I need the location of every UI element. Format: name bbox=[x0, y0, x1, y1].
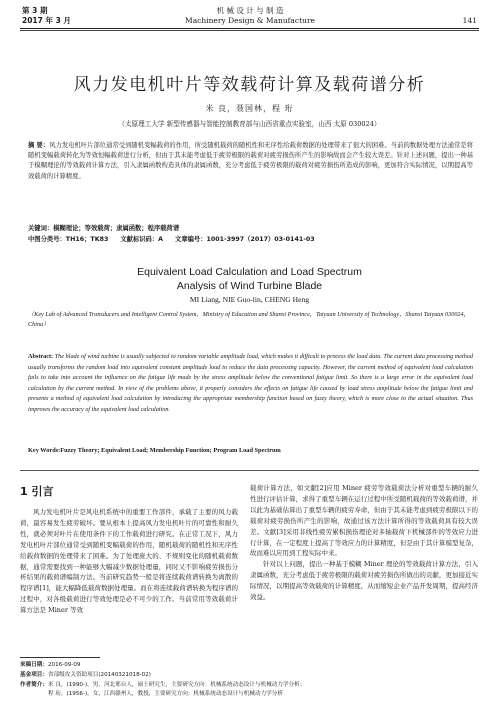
abstract-cn-label: 摘 要： bbox=[28, 142, 50, 149]
intro-paragraph-2: 针对以上问题，提出一种基于模糊 Miner 理论的等效载荷计算方法，引入隶属函数，充分考虑低于疲劳极限的载荷对疲劳损伤所做出的贡献，更加接近实际情况，以期提高等效载荷的计算精度，从而缩短企业产品开发周期，提高经济效益。 bbox=[250, 560, 478, 602]
issue-label: 第 3 期 bbox=[22, 6, 48, 15]
author-intro-label: 作者简介： bbox=[20, 681, 48, 688]
paper-title-cn: 风力发电机叶片等效载荷计算及载荷谱分析 bbox=[73, 75, 426, 95]
paper-title-en bbox=[0, 265, 499, 293]
classification-line bbox=[28, 235, 473, 245]
document-code: 文献标识码：A bbox=[120, 236, 164, 243]
abstract-en-text: The blade of wind turbine is usually subjected to random variable amplitude load, which makes it difficult to process the load data. The current data processing method usually transforms the random load into equivalent constant amplitude load to reduce the data processing capacity. However, the current method of equivalent load calculation fails to take into account the influence on the fatigue life made by the stress amplitude below the conventional fatigue limit. So there is a large error in the equivalent load calculation by the current method. In view of the problems above, it properly considers the effects on fatigue life caused by load stress amplitude below the fatigue limit and presents a method of equivalent load calculation by introducing the appropriate membership function based on fuzzy theory, which is more close to the actual situation. Thus improves the accuracy of the equivalent load calculation. bbox=[28, 353, 473, 413]
abstract-en bbox=[28, 352, 473, 416]
section-heading-introduction: 1 引言 bbox=[20, 485, 54, 498]
article-number: 文章编号：1001-3997（2017）03-0141-03 bbox=[175, 236, 315, 243]
page-number: 141 bbox=[462, 16, 477, 25]
section-divider bbox=[20, 470, 479, 471]
date-label: 2017 年 3 月 bbox=[22, 16, 71, 25]
running-header-center bbox=[130, 6, 370, 26]
author-intro-text: 米 良，(1990-)，男，河北邢台人，硕士研究生，主要研究方向：机械系统动态设计与机械动力学分析； bbox=[47, 681, 306, 688]
keywords-cn-label: 关键词： bbox=[28, 225, 54, 232]
clc-number: 中图分类号：TH16；TK83 bbox=[28, 236, 109, 243]
paper-title-en-line2: Analysis of Wind Turbine Blade bbox=[176, 280, 323, 292]
authors-en: MI Liang, NIE Guo-lin, CHENG Heng bbox=[189, 295, 310, 304]
journal-name-cn: 机 械 设 计 与 制 造 bbox=[216, 6, 284, 15]
footnote-rule bbox=[20, 657, 100, 658]
abstract-cn-text: 风力发电机叶片部位通常受到随机变幅载荷的作用，所受随机载荷的随机性和无序性给载荷数据的处理带来了很大的困难。当前的数据处理方法通常是将随机变幅载荷转化为等效恒幅载荷进行分析，但由于其未能考虑低于疲劳极限的载荷对疲劳损伤所产生的影响故而会产生较大误差。针对上述问题，提出一种基于模糊理论的等效载荷计算方法，引入隶属函数构造具体的隶属函数，充分考虑低于疲劳极限的载荷对疲劳损伤所造成的影响，更加符合实际情况，以期提高等效载荷的计算精度。 bbox=[28, 142, 473, 180]
paper-title-en-line1: Equivalent Load Calculation and Load Spectrum bbox=[137, 266, 362, 278]
journal-name-en: Machinery Design & Manufacture bbox=[185, 16, 315, 25]
keywords-en: Key Words:Fuzzy Theory; Equivalent Load; Membership Function; Program Load Spectrum bbox=[28, 447, 281, 454]
footnote-author bbox=[20, 681, 479, 691]
footnote-received bbox=[20, 661, 479, 671]
affiliation-en: （Key Lab of Advanced Transducers and Intelligent Control System，Ministry of Education and Shanxi Province，Taiyuan University of Technology，Shanxi Taiyuan 030024，China） bbox=[28, 311, 470, 328]
intro-paragraph-1-cont: 载荷计算方法，如文献[2]应用 Miner 疲劳等效载荷法分析对重型车辆的耐久性进行评估计算，求得了重型车辆在运行过程中所受随机载荷的等效载荷谱，并以此为基础估算出了重型车辆的疲劳寿命，但由于其未能考虑到疲劳极限以下的载荷对疲劳损伤所产生的影响，故通过该方法计算所得的等效载荷具有较大误差。文献[3]采用非线性疲劳累积损伤理论对多轴载荷下机械部件的等效应力进行计算，在一定程度上提高了等效应力的计算精度，但是由于其计算模型复杂，故而难以应用到工程实际中来。 bbox=[250, 484, 478, 558]
header-rule-thin bbox=[20, 30, 479, 31]
abstract-cn bbox=[28, 141, 473, 182]
header-rule bbox=[20, 28, 479, 29]
authors-cn: 米 良，聂国林，程 珩 bbox=[205, 104, 294, 113]
fund-text: 省部级攻关资助项目(20140321018-02) bbox=[47, 671, 151, 678]
footnote-fund bbox=[20, 671, 479, 681]
running-header-left bbox=[22, 6, 71, 26]
body-column-right bbox=[250, 483, 478, 603]
footnotes bbox=[20, 661, 479, 700]
affiliation-cn: （太原理工大学 新型传感器与智能控制教育部与山西省重点实验室，山西 太原 030024） bbox=[118, 120, 381, 128]
keywords-cn bbox=[28, 224, 473, 234]
abstract-en-label: Abstract: bbox=[28, 353, 54, 360]
body-column-left bbox=[20, 483, 238, 616]
intro-paragraph-1: 风力发电机叶片是风电机系统中的重要工作部件，承载了主要的风力载荷，最容易发生疲劳破坏。要从根本上提高风力发电机叶片的可靠性和耐久性，就必须对叶片在使用条件下的工作载荷进行研究。在正常工况下，风力发电机叶片部位通常受到随机变幅载荷的作用，随机载荷的随机性和无序性给载荷数据的处理带来了困难。为了处理庞大的、不规则变化的随机载荷数据，通常需要找到一种能够大幅减少数据处理量，同时又不影响疲劳损伤分析结果的载荷谱编制方法。当前研究趋势一般是将连续载荷谱转换为离散的程序谱[1]，能大幅降低载荷数据处理量。而在将连续载荷谱转换为程序谱的过程中，对各级载荷进行等效处理是必不可少的工作。当前常用等效载荷计算方法是 Miner 等效 bbox=[20, 508, 238, 615]
received-date: 2016-09-09 bbox=[47, 662, 81, 668]
footnote-author-2: 程 珩，(1956-)，女，江西赣州人，教授，主要研究方向：机械系统动态设计与机械动力学分析 bbox=[48, 691, 283, 698]
fund-label: 基金项目： bbox=[20, 671, 48, 678]
keywords-cn-text: 模糊理论；等效载荷；隶属函数；程序载荷谱 bbox=[53, 225, 180, 232]
received-label: 来稿日期： bbox=[20, 662, 48, 668]
